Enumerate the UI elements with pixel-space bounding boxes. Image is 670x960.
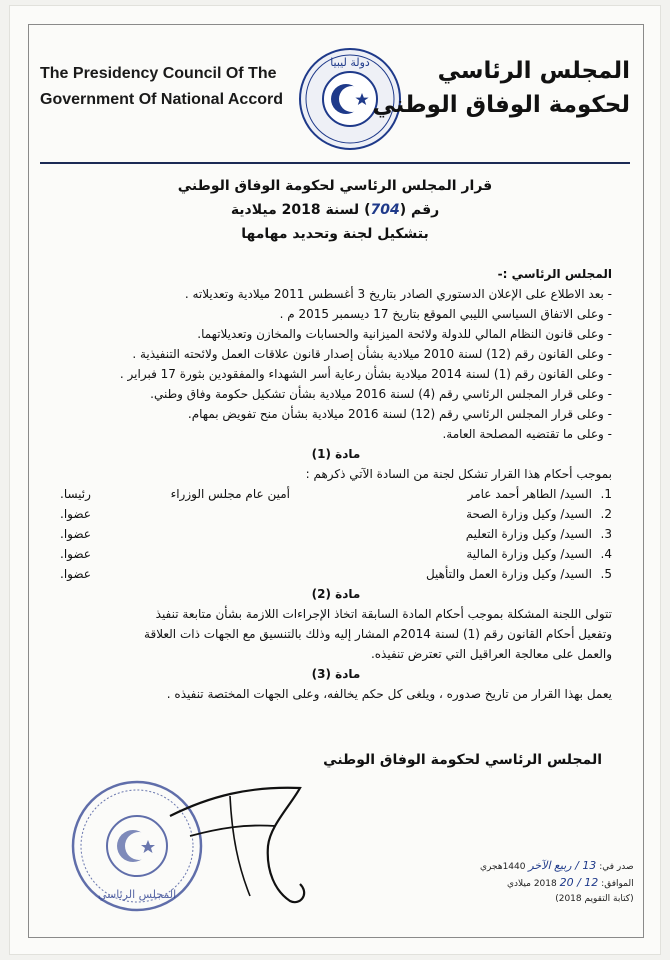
preamble-item: - وعلى قرار المجلس الرئاسي رقم (12) لسنة 2016 ميلادية بشأن منح تفويض بمهام. — [187, 407, 612, 421]
member-name: السيد/ الطاهر أحمد عامر — [467, 487, 592, 501]
handwritten-signature-icon — [150, 776, 320, 916]
arabic-letterhead — [372, 54, 630, 122]
member-role: عضوا. — [60, 507, 91, 521]
preamble-item: - بعد الاطلاع على الإعلان الدستوري الصادر بتاريخ 3 أغسطس 2011 ميلادية وتعديلاته . — [184, 287, 612, 301]
article2-text — [60, 604, 612, 664]
decision-number-handwritten: 704 — [370, 202, 400, 218]
decision-subject: بتشكيل لجنة وتحديد مهامها — [241, 226, 429, 242]
emblem-text: دولة ليبيا — [330, 56, 370, 69]
registry-issued-row — [480, 858, 634, 875]
member-role: عضوا. — [60, 567, 91, 581]
english-letterhead — [40, 61, 283, 113]
article2-heading: مادة (2) — [311, 587, 361, 601]
article3-text: يعمل بهذا القرار من تاريخ صدوره ، ويلغى كل حكم يخالفه، وعلى الجهات المختصة تنفيذه . — [166, 687, 612, 701]
member-position — [120, 544, 290, 564]
registry-corresponding-label: الموافق: — [601, 879, 634, 889]
decision-body — [60, 264, 612, 704]
decision-number — [40, 198, 630, 222]
document-page — [10, 6, 660, 954]
member-role: رئيسا. — [60, 487, 91, 501]
committee-member — [60, 484, 612, 504]
letterhead-ar-line1: المجلس الرئاسي — [437, 58, 630, 84]
registry-gregorian-date: 12 / 20 — [559, 876, 599, 889]
member-name: السيد/ وكيل وزارة الصحة — [466, 507, 592, 521]
letterhead-en-line1: The Presidency Council Of The — [40, 65, 277, 82]
registry-footer-note: (كتابة التقويم 2018) — [555, 894, 634, 904]
member-role: عضوا. — [60, 527, 91, 541]
registry-block — [480, 858, 634, 907]
preamble-item: - وعلى قانون النظام المالي للدولة ولائحة الميزانية والحسابات والمخازن وتعديلاتهما. — [197, 327, 612, 341]
member-position — [120, 564, 290, 584]
member-number: 2. — [600, 507, 612, 521]
member-name: السيد/ وكيل وزارة المالية — [466, 547, 592, 561]
decision-number-suffix: ) لسنة 2018 ميلادية — [230, 202, 371, 218]
article2-line: وتفعيل أحكام القانون رقم (1) لسنة 2014م المشار إليه وذلك بالتنسيق مع الجهات ذات العلاقة — [144, 627, 612, 641]
letterhead-en-line2: Government Of National Accord — [40, 91, 283, 108]
member-position — [120, 504, 290, 524]
member-number: 1. — [600, 487, 612, 501]
decision-number-prefix: رقم ( — [399, 202, 440, 218]
article3-heading: مادة (3) — [311, 667, 361, 681]
committee-member — [60, 544, 612, 564]
member-position: أمين عام مجلس الوزراء — [170, 487, 290, 501]
committee-member — [60, 564, 612, 584]
registry-corresponding-row — [480, 875, 634, 892]
decision-title: قرار المجلس الرئاسي لحكومة الوفاق الوطني — [177, 178, 493, 194]
letterhead-ar-line2: لحكومة الوفاق الوطني — [372, 92, 630, 118]
signature-title: المجلس الرئاسي لحكومة الوفاق الوطني — [323, 752, 602, 768]
article2-line: والعمل على معالجة العراقيل التي تعترض تنفيذه. — [370, 647, 612, 661]
seal-text: المجلس الرئاسي — [97, 888, 177, 901]
member-role: عضوا. — [60, 547, 91, 561]
article2-line: تتولى اللجنة المشكلة بموجب أحكام المادة السابقة اتخاذ الإجراءات اللازمة بشأن متابعة تنفيذ — [155, 607, 612, 621]
preamble-item: - وعلى قرار المجلس الرئاسي رقم (4) لسنة 2016 ميلادية بشأن تشكيل حكومة وفاق وطني. — [150, 387, 612, 401]
header-divider — [40, 162, 630, 164]
member-number: 4. — [600, 547, 612, 561]
registry-issued-label: صدر في: — [599, 862, 634, 872]
member-position — [120, 524, 290, 544]
article1-heading: مادة (1) — [311, 447, 361, 461]
committee-member — [60, 504, 612, 524]
member-name: السيد/ وكيل وزارة العمل والتأهيل — [425, 567, 592, 581]
preamble-heading: المجلس الرئاسي :- — [497, 267, 612, 281]
registry-hijri-suffix: 1440هجري — [480, 862, 526, 872]
member-number: 3. — [600, 527, 612, 541]
member-number: 5. — [600, 567, 612, 581]
member-name: السيد/ وكيل وزارة التعليم — [465, 527, 592, 541]
preamble-item: - وعلى القانون رقم (12) لسنة 2010 ميلادية بشأن إصدار قانون علاقات العمل ولائحته التنفيذية . — [132, 347, 612, 361]
preamble-item: - وعلى القانون رقم (1) لسنة 2014 ميلادية بشأن رعاية أسر الشهداء والمفقودين بثورة 17 فبراير . — [119, 367, 612, 381]
preamble-item: - وعلى الاتفاق السياسي الليبي الموقع بتاريخ 17 ديسمبر 2015 م . — [279, 307, 612, 321]
registry-hijri-date: 13 / ربيع الآخر — [528, 859, 597, 872]
article1-intro: بموجب أحكام هذا القرار تشكل لجنة من السادة الآتي ذكرهم : — [305, 467, 612, 481]
registry-gregorian-suffix: 2018 ميلادي — [506, 879, 557, 889]
committee-member — [60, 524, 612, 544]
decision-title-block — [40, 174, 630, 246]
preamble-item: - وعلى ما تقتضيه المصلحة العامة. — [442, 427, 612, 441]
